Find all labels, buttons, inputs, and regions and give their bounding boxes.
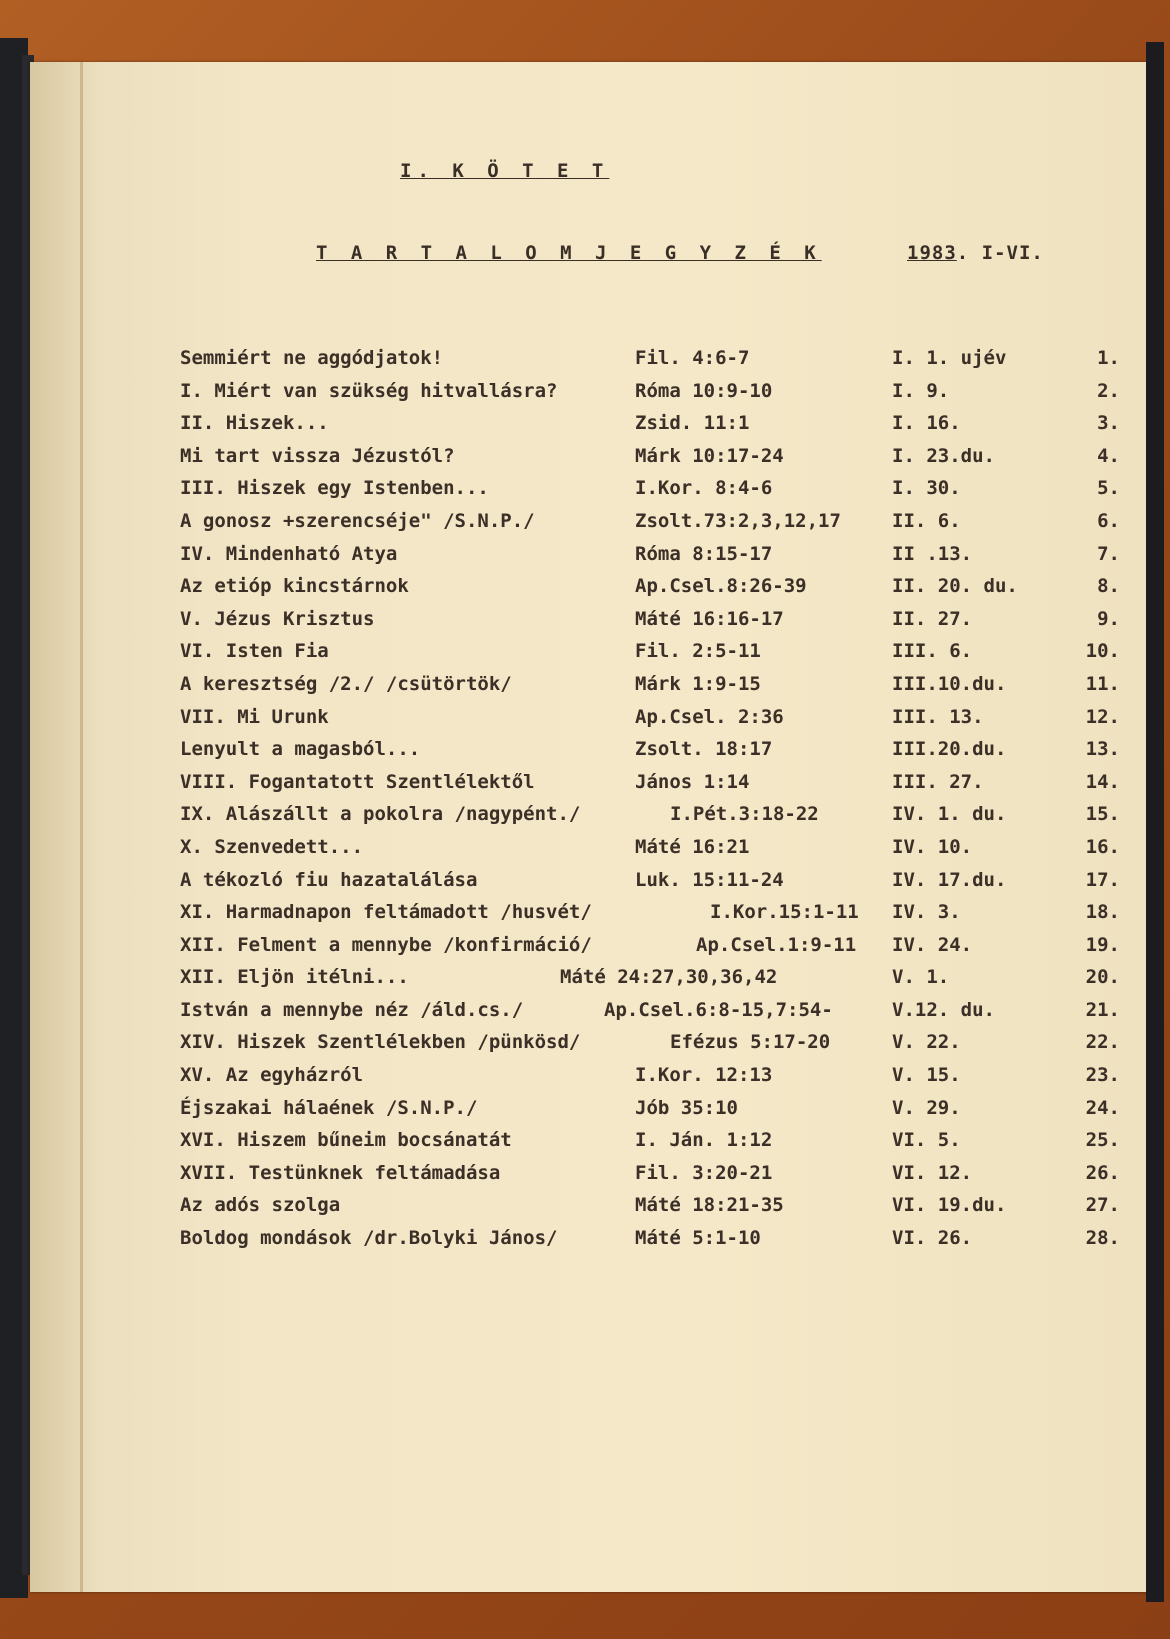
entry-date: I. 16. [892,412,961,435]
entry-scripture: Márk 10:17-24 [635,444,784,467]
year-range [907,242,1044,264]
toc-entry [180,738,1120,771]
entry-title: A tékozló fiu hazatalálása [180,868,478,891]
entry-scripture: Máté 18:21-35 [635,1194,784,1217]
entry-scripture: Zsid. 11:1 [635,412,750,435]
entry-title: A gonosz +szerencséje" /S.N.P./ [180,509,535,532]
toc-entry [180,477,1120,510]
entry-scripture: Efézus 5:17-20 [670,1031,831,1054]
entry-number: 3. [1097,412,1120,435]
entry-title: X. Szenvedett... [180,835,364,858]
entry-title: VI. Isten Fia [180,640,329,663]
entry-scripture: Ap.Csel.8:26-39 [635,575,807,598]
entry-title: Az adós szolga [180,1194,341,1217]
toc-entry [180,347,1120,380]
toc-entry [180,836,1120,869]
entry-date: IV. 24. [892,933,973,956]
entry-title: XVI. Hiszem bűneim bocsánatát [180,1129,512,1152]
entry-date: V. 22. [892,1031,961,1054]
entry-number: 4. [1097,444,1120,467]
entry-number: 28. [1085,1227,1120,1250]
entry-scripture: I.Kor.15:1-11 [710,901,859,924]
toc-entry [180,445,1120,478]
toc-entry [180,803,1120,836]
entry-number: 12. [1085,705,1120,728]
entry-title: XI. Harmadnapon feltámadott /husvét/ [180,901,592,924]
entry-date: III.20.du. [892,738,1007,761]
entry-scripture: Jób 35:10 [635,1096,738,1119]
entry-title: III. Hiszek egy Istenben... [180,477,489,500]
entry-number: 15. [1085,803,1120,826]
entry-number: 17. [1085,868,1120,891]
entry-scripture: I.Kor. 8:4-6 [635,477,773,500]
entry-date: V. 1. [892,966,950,989]
entry-date: V.12. du. [892,998,995,1021]
book-cover-right [1146,42,1164,1602]
entry-date: III. 27. [892,770,984,793]
entry-title: II. Hiszek... [180,412,329,435]
entry-title: XII. Felment a mennybe /konfirmáció/ [180,933,592,956]
entry-scripture: Máté 16:16-17 [635,607,784,630]
volume-title: I. K Ö T E T [400,160,610,182]
toc-entry [180,706,1120,739]
toc-entry [180,1227,1120,1260]
entry-title: István a mennybe néz /áld.cs./ [180,998,524,1021]
entry-title: IX. Alászállt a pokolra /nagypént./ [180,803,581,826]
entry-scripture: Ap.Csel.6:8-15,7:54- [604,998,833,1021]
entry-number: 7. [1097,542,1120,565]
entry-number: 16. [1085,835,1120,858]
year-value: 1983 [907,242,957,264]
entry-number: 27. [1085,1194,1120,1217]
entry-number: 11. [1085,672,1120,695]
toc-entry [180,1097,1120,1130]
toc-entry [180,673,1120,706]
entry-date: IV. 1. du. [892,803,1007,826]
entry-date: VI. 12. [892,1161,973,1184]
entry-scripture: I.Kor. 12:13 [635,1064,773,1087]
entry-scripture: Ap.Csel.1:9-11 [696,933,857,956]
entry-date: IV. 3. [892,901,961,924]
entry-scripture: Fil. 4:6-7 [635,347,750,369]
entry-title: Semmiért ne aggódjatok! [180,347,444,369]
toc-entry [180,901,1120,934]
entry-number: 21. [1085,998,1120,1021]
entry-number: 8. [1097,575,1120,598]
entry-title: VII. Mi Urunk [180,705,329,728]
entry-scripture: Luk. 15:11-24 [635,868,784,891]
toc-entry [180,869,1120,902]
entry-scripture: Ap.Csel. 2:36 [635,705,784,728]
entry-number: 6. [1097,509,1120,532]
entry-number: 13. [1085,738,1120,761]
entry-scripture: Róma 8:15-17 [635,542,773,565]
entry-date: III.10.du. [892,672,1007,695]
entry-title: I. Miért van szükség hitvallásra? [180,379,558,402]
entry-scripture: Zsolt.73:2,3,12,17 [635,509,841,532]
toc-entry [180,966,1120,999]
toc-entry [180,934,1120,967]
entry-number: 23. [1085,1064,1120,1087]
entry-date: VI. 19.du. [892,1194,1007,1217]
entry-scripture: János 1:14 [635,770,750,793]
entry-date: II. 20. du. [892,575,1018,598]
entry-scripture: Zsolt. 18:17 [635,738,773,761]
toc-title: T A R T A L O M J E G Y Z É K [316,242,822,264]
entry-scripture: Fil. 3:20-21 [635,1161,773,1184]
entry-title: Az etióp kincstárnok [180,575,409,598]
entry-title: XII. Eljön itélni... [180,966,409,989]
book-page [30,62,1150,1592]
entry-number: 1. [1097,347,1120,369]
entry-title: XV. Az egyházról [180,1064,364,1087]
toc-entry [180,510,1120,543]
entry-number: 14. [1085,770,1120,793]
toc-entry [180,608,1120,641]
toc-entry [180,575,1120,608]
entry-title: A keresztség /2./ /csütörtök/ [180,672,512,695]
entry-date: I. 30. [892,477,961,500]
entry-date: I. 23.du. [892,444,995,467]
page-gutter [80,62,83,1592]
entry-number: 25. [1085,1129,1120,1152]
entry-number: 10. [1085,640,1120,663]
entry-title: IV. Mindenható Atya [180,542,398,565]
toc-list [180,347,1120,1260]
entry-date: III. 6. [892,640,973,663]
entry-date: IV. 17.du. [892,868,1007,891]
entry-title: Mi tart vissza Jézustól? [180,444,455,467]
entry-title: XVII. Testünknek feltámadása [180,1161,501,1184]
entry-scripture: Márk 1:9-15 [635,672,761,695]
entry-title: XIV. Hiszek Szentlélekben /pünkösd/ [180,1031,581,1054]
entry-number: 18. [1085,901,1120,924]
entry-date: I. 1. ujév [892,347,1007,369]
entry-number: 24. [1085,1096,1120,1119]
toc-entry [180,640,1120,673]
entry-number: 5. [1097,477,1120,500]
year-period: . I-VI. [956,242,1044,264]
entry-number: 22. [1085,1031,1120,1054]
toc-entry [180,1129,1120,1162]
entry-scripture: Máté 24:27,30,36,42 [560,966,778,989]
entry-scripture: Máté 16:21 [635,835,750,858]
entry-scripture: Máté 5:1-10 [635,1227,761,1250]
entry-date: V. 29. [892,1096,961,1119]
entry-date: VI. 5. [892,1129,961,1152]
entry-date: II. 6. [892,509,961,532]
toc-entry [180,543,1120,576]
entry-title: Éjszakai hálaének /S.N.P./ [180,1096,478,1119]
entry-title: Lenyult a magasból... [180,738,421,761]
entry-date: II. 27. [892,607,973,630]
entry-title: VIII. Fogantatott Szentlélektől [180,770,535,793]
entry-date: VI. 26. [892,1227,973,1250]
entry-number: 2. [1097,379,1120,402]
toc-entry [180,1162,1120,1195]
entry-scripture: Fil. 2:5-11 [635,640,761,663]
entry-date: V. 15. [892,1064,961,1087]
entry-number: 26. [1085,1161,1120,1184]
toc-entry [180,999,1120,1032]
entry-scripture: Róma 10:9-10 [635,379,773,402]
entry-number: 9. [1097,607,1120,630]
entry-scripture: I. Ján. 1:12 [635,1129,773,1152]
entry-date: I. 9. [892,379,950,402]
toc-entry [180,1031,1120,1064]
toc-entry [180,1194,1120,1227]
entry-date: III. 13. [892,705,984,728]
entry-date: II .13. [892,542,973,565]
entry-date: IV. 10. [892,835,973,858]
toc-entry [180,771,1120,804]
toc-entry [180,380,1120,413]
entry-number: 20. [1085,966,1120,989]
entry-title: V. Jézus Krisztus [180,607,375,630]
toc-entry [180,412,1120,445]
toc-entry [180,1064,1120,1097]
entry-number: 19. [1085,933,1120,956]
entry-scripture: I.Pét.3:18-22 [670,803,819,826]
entry-title: Boldog mondások /dr.Bolyki János/ [180,1227,558,1250]
